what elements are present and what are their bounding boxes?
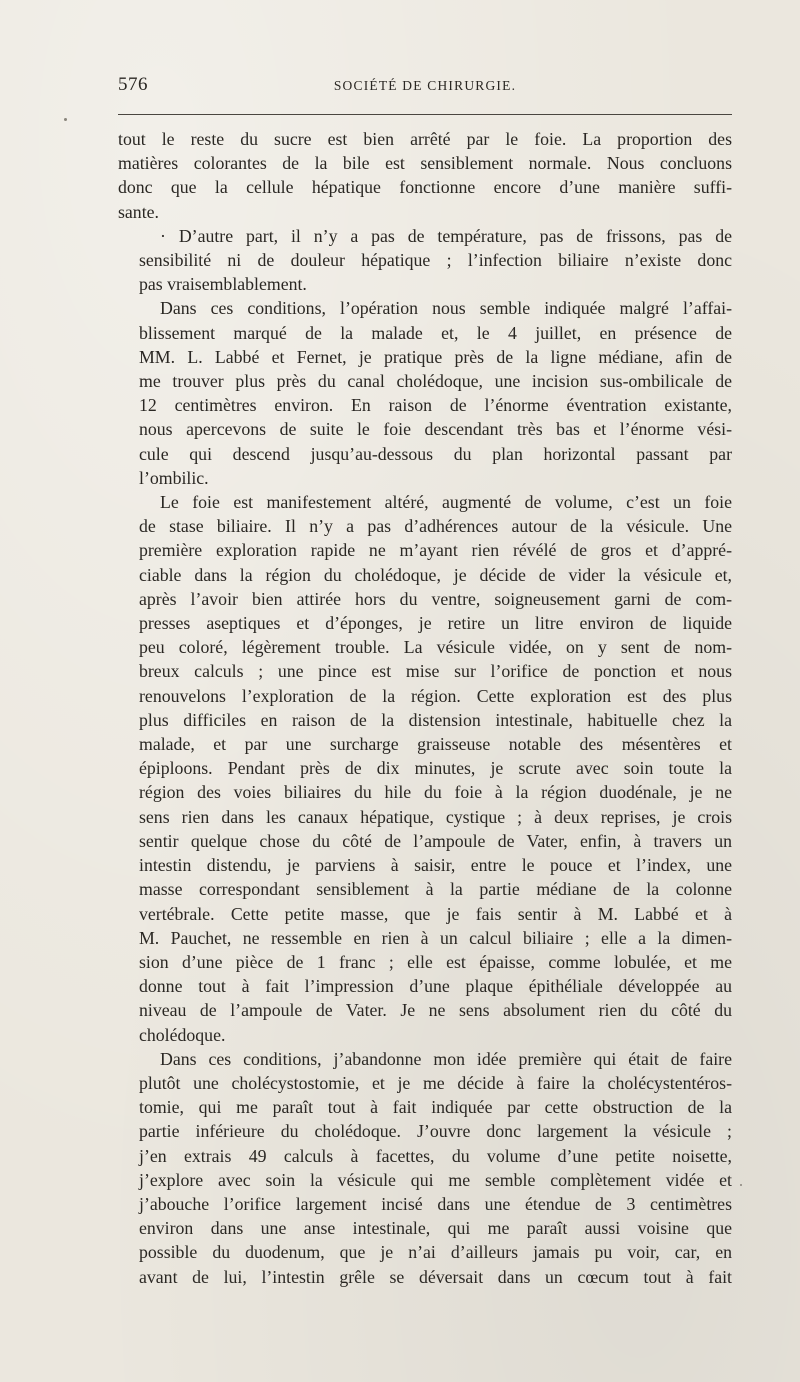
text-line: cule qui descend jusqu’au-dessous du plan horizontal passant par (139, 443, 732, 464)
text-line: intestin distendu, je parviens à saisir, entre le pouce et l’index, une (139, 855, 732, 876)
text-line: matières colorantes de la bile est sensiblement normale. Nous concluons (118, 153, 732, 174)
text-line: région des voies biliaires du hile du foie à la région duodénale, je ne (139, 782, 732, 803)
text-line: Le foie est manifestement altéré, augmenté de volume, c’est un foie (160, 492, 732, 513)
text-line: cholédoque. (139, 1024, 226, 1045)
text-line: malade, et par une surcharge graisseuse notable des mésentères et (139, 734, 732, 755)
text-line: peu coloré, légèrement trouble. La vésicule vidée, on y sent de nom- (139, 637, 732, 658)
text-line: j’abouche l’orifice largement incisé dans une étendue de 3 centimètres (139, 1193, 732, 1214)
text-line: plus difficiles en raison de la distension intestinale, habituelle chez la (139, 709, 732, 730)
paragraph (118, 1047, 732, 1289)
text-line: pas vraisemblablement. (139, 274, 307, 295)
text-line: MM. L. Labbé et Fernet, je pratique près de la ligne médiane, afin de (139, 346, 732, 367)
text-line: nous apercevons de suite le foie descendant très bas et l’énorme vési- (139, 419, 732, 440)
paragraph (118, 127, 732, 224)
text-line: ciable dans la région du cholédoque, je décide de vider la vésicule et, (139, 564, 732, 585)
text-line: plutôt une cholécystostomie, et je me décide à faire la cholécystentéros- (139, 1072, 732, 1093)
text-line: sens rien dans les canaux hépatique, cystique ; à deux reprises, je crois (139, 806, 732, 827)
scan-speck (64, 118, 67, 121)
text-line: l’ombilic. (139, 467, 209, 488)
text-line: partie inférieure du cholédoque. J’ouvre donc largement la vésicule ; (139, 1121, 732, 1142)
text-line: sante. (118, 201, 159, 222)
text-line: après l’avoir bien attirée hors du ventre, soigneusement garni de com- (139, 588, 732, 609)
text-line: presses aseptiques et d’éponges, je retire un litre environ de liquide (139, 613, 732, 634)
text-line: donne tout à fait l’impression d’une plaque épithéliale développée au (139, 976, 732, 997)
text-line: me trouver plus près du canal cholédoque, une incision sus-ombilicale de (139, 371, 732, 392)
text-line: sion d’une pièce de 1 franc ; elle est épaisse, comme lobulée, et me (139, 951, 732, 972)
text-line: Dans ces conditions, j’abandonne mon idée première qui était de faire (160, 1048, 732, 1069)
text-line: M. Pauchet, ne ressemble en rien à un calcul biliaire ; elle a la dimen- (139, 927, 732, 948)
text-line: épiploons. Pendant près de dix minutes, je scrute avec soin toute la (139, 758, 732, 779)
text-line: possible du duodenum, que je n’ai d’ailleurs jamais pu voir, car, en (139, 1242, 732, 1263)
text-line: Dans ces conditions, l’opération nous semble indiquée malgré l’affai- (160, 298, 732, 319)
body-text (118, 127, 732, 1289)
text-line: j’en extrais 49 calculs à facettes, du volume d’une petite noisette, (139, 1145, 732, 1166)
text-line: première exploration rapide ne m’ayant rien révélé de gros et d’appré- (139, 540, 732, 561)
scan-speck (740, 1184, 742, 1186)
text-line: breux calculs ; une pince est mise sur l’orifice de ponction et nous (139, 661, 732, 682)
text-line: de stase biliaire. Il n’y a pas d’adhérences autour de la vésicule. Une (139, 516, 732, 537)
paragraph (118, 490, 732, 1047)
page-number: 576 (118, 74, 148, 95)
paragraph (118, 296, 732, 490)
page-header (118, 74, 732, 102)
text-line: sentir quelque chose du côté de l’ampoule de Vater, enfin, à travers un (139, 830, 732, 851)
text-line: vertébrale. Cette petite masse, que je fais sentir à M. Labbé et à (139, 903, 732, 924)
text-line: tout le reste du sucre est bien arrêté par le foie. La proportion des (118, 129, 732, 149)
text-line: niveau de l’ampoule de Vater. Je ne sens absolument rien du côté du (139, 1000, 732, 1021)
text-line: avant de lui, l’intestin grêle se déversait dans un cœcum tout à fait (139, 1266, 732, 1287)
header-rule (118, 114, 732, 115)
text-line: renouvelons l’exploration de la région. Cette exploration est des plus (139, 685, 732, 706)
running-title: SOCIÉTÉ DE CHIRURGIE. (333, 78, 517, 93)
text-line: tomie, qui me paraît tout à fait indiquée par cette obstruction de la (139, 1097, 732, 1118)
paragraph (118, 224, 732, 297)
text-line: blissement marqué de la malade et, le 4 juillet, en présence de (139, 322, 732, 343)
text-line: j’explore avec soin la vésicule qui me semble complètement vidée et (139, 1169, 732, 1190)
text-line: masse correspondant sensiblement à la partie médiane de la colonne (139, 879, 732, 900)
text-line: 12 centimètres environ. En raison de l’énorme éventration existante, (139, 395, 732, 416)
text-line: donc que la cellule hépatique fonctionne encore d’une manière suffi- (118, 177, 732, 198)
text-line: environ dans une anse intestinale, qui me paraît aussi voisine que (139, 1218, 732, 1239)
text-line: · D’autre part, il n’y a pas de température, pas de frissons, pas de (160, 225, 732, 246)
text-line: sensibilité ni de douleur hépatique ; l’infection biliaire n’existe donc (139, 250, 732, 271)
